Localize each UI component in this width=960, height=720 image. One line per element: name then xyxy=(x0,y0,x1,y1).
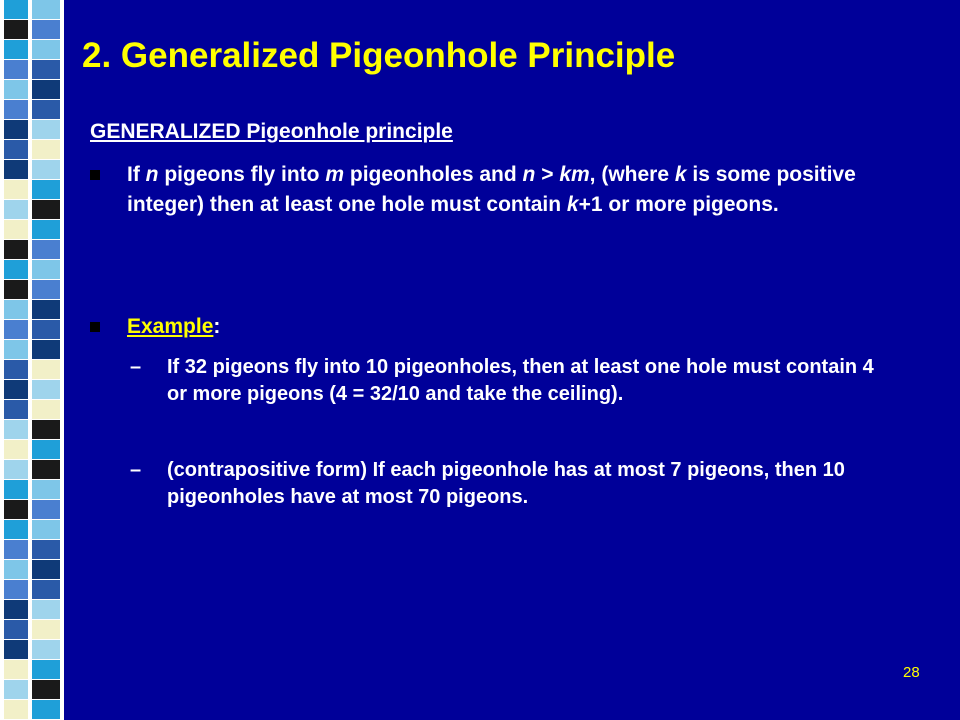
mosaic-tile xyxy=(4,80,28,99)
mosaic-tile xyxy=(4,300,28,319)
mosaic-tile xyxy=(32,660,60,679)
mosaic-tile xyxy=(32,680,60,699)
mosaic-tile xyxy=(4,620,28,639)
mosaic-tile xyxy=(32,580,60,599)
mosaic-tile xyxy=(32,600,60,619)
mosaic-tile xyxy=(32,620,60,639)
mosaic-tile xyxy=(32,160,60,179)
mosaic-tile xyxy=(32,80,60,99)
mosaic-tile xyxy=(4,180,28,199)
mosaic-tile xyxy=(4,640,28,659)
mosaic-tile xyxy=(32,440,60,459)
mosaic-tile xyxy=(4,120,28,139)
mosaic-tile xyxy=(4,580,28,599)
mosaic-tile xyxy=(32,540,60,559)
bullet-example xyxy=(90,312,930,342)
mosaic-tile xyxy=(4,320,28,339)
sub-item xyxy=(130,457,890,511)
mosaic-tile xyxy=(4,340,28,359)
sub-item xyxy=(130,354,890,408)
mosaic-tile xyxy=(4,600,28,619)
mosaic-tile xyxy=(32,400,60,419)
mosaic-tile xyxy=(32,60,60,79)
page-number: 28 xyxy=(903,664,920,681)
mosaic-tile xyxy=(32,280,60,299)
mosaic-tile xyxy=(4,420,28,439)
example-label: Example xyxy=(127,315,214,338)
mosaic-tile xyxy=(32,340,60,359)
mosaic-tile xyxy=(32,260,60,279)
mosaic-tile xyxy=(32,500,60,519)
mosaic-tile xyxy=(32,360,60,379)
mosaic-tile xyxy=(32,220,60,239)
mosaic-tile xyxy=(4,40,28,59)
mosaic-tile xyxy=(32,320,60,339)
mosaic-tile xyxy=(32,560,60,579)
dash-marker: – xyxy=(130,356,142,378)
mosaic-tile xyxy=(4,0,28,19)
mosaic-tile xyxy=(4,460,28,479)
mosaic-tile xyxy=(4,480,28,499)
mosaic-tile xyxy=(32,0,60,19)
mosaic-tile xyxy=(32,40,60,59)
mosaic-tile xyxy=(4,400,28,419)
mosaic-tile xyxy=(32,520,60,539)
bullet-square-icon xyxy=(90,170,100,180)
decorative-tile-strip xyxy=(0,0,64,720)
sub-item-text: (contrapositive form) If each pigeonhole has at most 7 pigeons, then 10 pigeonholes have at most 70 pigeons. xyxy=(167,459,845,508)
mosaic-tile xyxy=(32,480,60,499)
mosaic-tile xyxy=(32,120,60,139)
mosaic-tile xyxy=(4,100,28,119)
mosaic-tile xyxy=(32,640,60,659)
mosaic-tile xyxy=(4,380,28,399)
slide-subtitle: GENERALIZED Pigeonhole principle xyxy=(90,120,453,143)
bullet-square-icon xyxy=(90,322,100,332)
example-colon: : xyxy=(213,315,221,338)
mosaic-tile xyxy=(32,240,60,259)
mosaic-tile xyxy=(4,60,28,79)
sub-item-text: If 32 pigeons fly into 10 pigeonholes, then at least one hole must contain 4 or more pigeons (4 = 32/10 and take the ceiling). xyxy=(167,356,874,405)
mosaic-tile xyxy=(4,260,28,279)
mosaic-tile xyxy=(4,660,28,679)
mosaic-tile xyxy=(32,100,60,119)
mosaic-tile xyxy=(4,520,28,539)
mosaic-tile xyxy=(32,420,60,439)
mosaic-tile xyxy=(32,460,60,479)
mosaic-tile xyxy=(4,140,28,159)
mosaic-tile xyxy=(4,700,28,719)
mosaic-tile xyxy=(4,220,28,239)
mosaic-tile xyxy=(4,680,28,699)
bullet-definition xyxy=(90,160,930,220)
mosaic-tile xyxy=(32,300,60,319)
mosaic-tile xyxy=(4,500,28,519)
mosaic-tile xyxy=(32,20,60,39)
mosaic-tile xyxy=(4,240,28,259)
mosaic-tile xyxy=(4,540,28,559)
dash-marker: – xyxy=(130,459,142,481)
mosaic-tile xyxy=(4,360,28,379)
mosaic-tile xyxy=(4,160,28,179)
bullet-definition-text: If n pigeons fly into m pigeonholes and n > km, (where k is some positive integer) then at least one hole must contain k+1 or more pigeons. xyxy=(127,163,856,216)
mosaic-tile xyxy=(32,380,60,399)
mosaic-tile xyxy=(32,140,60,159)
mosaic-tile xyxy=(4,20,28,39)
mosaic-tile xyxy=(4,280,28,299)
mosaic-tile xyxy=(4,200,28,219)
slide-title: 2. Generalized Pigeonhole Principle xyxy=(82,36,676,75)
mosaic-tile xyxy=(32,200,60,219)
mosaic-tile xyxy=(32,700,60,719)
mosaic-tile xyxy=(4,560,28,579)
mosaic-tile xyxy=(32,180,60,199)
mosaic-tile xyxy=(4,440,28,459)
